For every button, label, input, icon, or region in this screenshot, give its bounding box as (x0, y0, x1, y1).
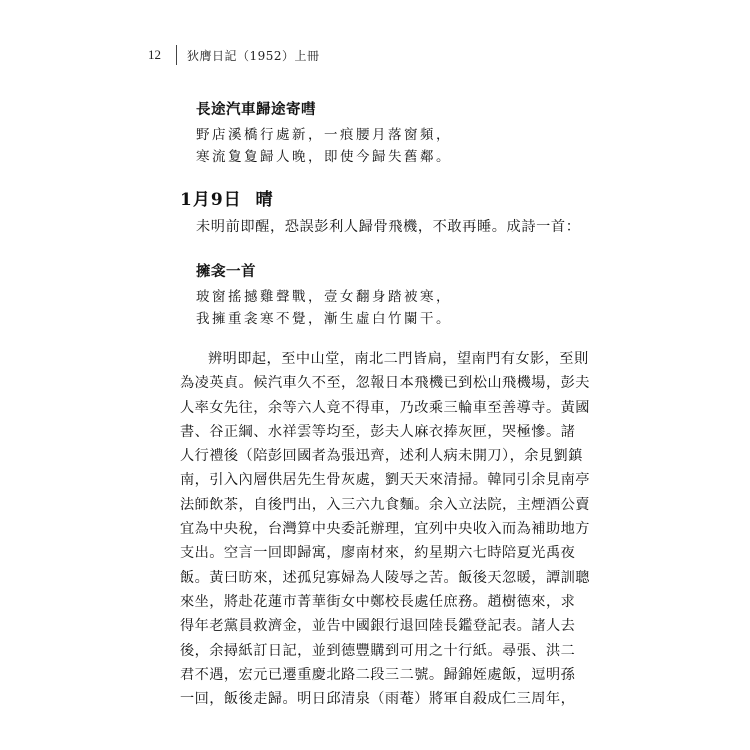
entry-intro: 未明前即醒，恐誤彭利人歸骨飛機，不敢再睡。成詩一首： (196, 219, 581, 235)
poem-2-line: 我擁重衾寒不覺，漸生虛白竹闌干。 (196, 311, 452, 327)
poem-1 (196, 100, 556, 168)
body-line: 為凌英貞。候汽車久不至，忽報日本飛機已到松山飛機場，彭夫 (180, 375, 590, 392)
page-number: 12 (148, 47, 161, 62)
entry-date-heading (180, 185, 274, 210)
body-line: 人行禮後（陪彭回國者為張迅齊，述利人病未開刀），余見劉鎮 (180, 448, 583, 465)
body-line: 法師飲茶，自後門出，入三六九食麵。余入立法院，主煙酒公賣 (180, 496, 590, 513)
body-line: 人率女先往，余等六人竟不得車，乃改乘三輪車至善導寺。黃國 (180, 399, 590, 416)
header-divider (176, 45, 177, 65)
poem-2-title: 擁衾一首 (196, 264, 256, 280)
entry-body (180, 347, 590, 711)
body-line: 一回，飯後走歸。明日邱清泉（雨菴）將軍自殺成仁三周年， (180, 691, 576, 708)
poem-2 (196, 262, 556, 330)
body-line: 飯。黃曰昉來，述孤兒寡婦為人陵辱之苦。飯後天忽暖，譚訓聰 (180, 569, 590, 586)
poem-1-line: 野店溪橋行處新，一痕腰月落窗頻， (196, 127, 452, 143)
poem-2-line: 玻窗搖撼雞聲戰，壹女翻身踏被寒， (196, 289, 452, 305)
page-header (148, 44, 320, 66)
body-line: 君不遇，宏元已遷重慶北路二段三二號。歸錦姪處飯，逗明孫 (180, 666, 576, 683)
body-line: 後，余撏紙訂日記，並到德豐購到可用之十行紙。尋張、洪二 (180, 642, 576, 659)
body-line: 書、谷正綱、水祥雲等均至，彭夫人麻衣捧灰匣，哭極慘。諸 (180, 423, 576, 440)
body-line: 宜為中央稅，台灣算中央委託辦理，宜列中央收入而為補助地方 (180, 521, 590, 538)
body-line: 辨明即起，至中山堂，南北二門皆扃，望南門有女影，至則 (208, 351, 589, 367)
entry-date: 1月9日 (180, 190, 242, 210)
entry-weather: 晴 (255, 190, 274, 210)
running-title: 狄膺日記（1952）上冊 (187, 48, 320, 63)
poem-1-line: 寒流夐夐歸人晚，即使今歸失舊鄰。 (196, 149, 452, 165)
body-line: 南，引入內層供居先生骨灰處，劉天天來清掃。韓同引余見南亭 (180, 472, 590, 489)
body-line: 支出。空言一回即歸寓，廖南材來，約星期六七時陪夏光禹夜 (180, 545, 576, 562)
body-line: 得年老黨員救濟金，並告中國銀行退回陸長鑑登記表。諸人去 (180, 618, 576, 635)
body-line: 來坐，將赴花蓮市菁華街女中鄭校長處任庶務。趙樹德來，求 (180, 593, 576, 610)
poem-1-title: 長途汽車歸途寄嘒 (196, 102, 316, 118)
